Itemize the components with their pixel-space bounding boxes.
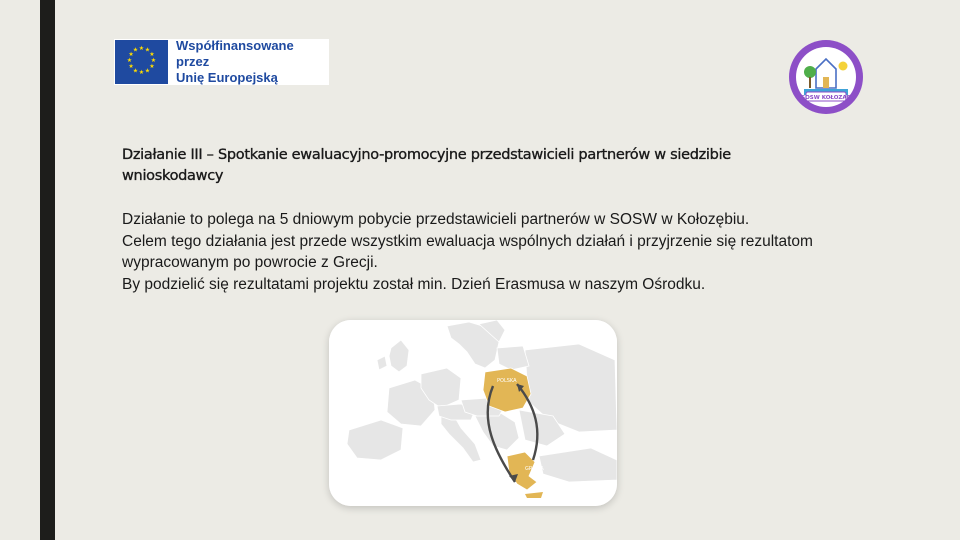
paragraph-2: Celem tego działania jest przede wszystkim ewaluacja wspólnych działań i przyjrzenie się rezultatom wypracowanym po powrocie z Grecji. bbox=[122, 232, 813, 271]
paragraph-3: By podzielić się rezultatami projektu został min. Dzień Erasmusa w naszym Ośrodku. bbox=[122, 275, 706, 293]
svg-text:★: ★ bbox=[132, 67, 139, 75]
svg-text:★: ★ bbox=[144, 46, 151, 54]
eu-logo-line2: Unię Europejską bbox=[176, 70, 278, 85]
svg-text:★: ★ bbox=[128, 51, 134, 58]
paragraph-1: Działanie to polega na 5 dniowym pobycie przedstawicieli partnerów w SOSW w Kołozębiu. bbox=[122, 211, 750, 228]
europe-map-card bbox=[329, 320, 617, 506]
body-text bbox=[122, 209, 912, 295]
map-label-poland: POLSKA bbox=[497, 378, 517, 384]
svg-text:★: ★ bbox=[149, 63, 155, 70]
left-accent-bar bbox=[40, 0, 55, 540]
svg-text:★: ★ bbox=[150, 57, 157, 64]
badge-text: SOSW KOŁOZĄB bbox=[801, 95, 851, 101]
slide-title: Działanie III – Spotkanie ewaluacyjno-promocyjne przedstawicieli partnerów w siedzibie wnioskodawcy bbox=[122, 147, 731, 184]
school-badge-logo bbox=[788, 39, 864, 115]
eu-logo-line1: Współfinansowane przez bbox=[176, 38, 294, 69]
svg-text:★: ★ bbox=[138, 45, 145, 52]
map-label-greece: GRECJA bbox=[525, 466, 544, 472]
svg-text:★: ★ bbox=[138, 69, 145, 76]
svg-text:★: ★ bbox=[128, 63, 134, 70]
svg-text:★: ★ bbox=[149, 51, 155, 58]
svg-text:★: ★ bbox=[132, 46, 139, 54]
eu-cofinanced-logo bbox=[114, 39, 329, 85]
svg-text:★: ★ bbox=[126, 57, 133, 64]
europe-map bbox=[329, 320, 617, 506]
eu-flag-icon bbox=[115, 40, 168, 84]
svg-text:★: ★ bbox=[144, 67, 151, 75]
